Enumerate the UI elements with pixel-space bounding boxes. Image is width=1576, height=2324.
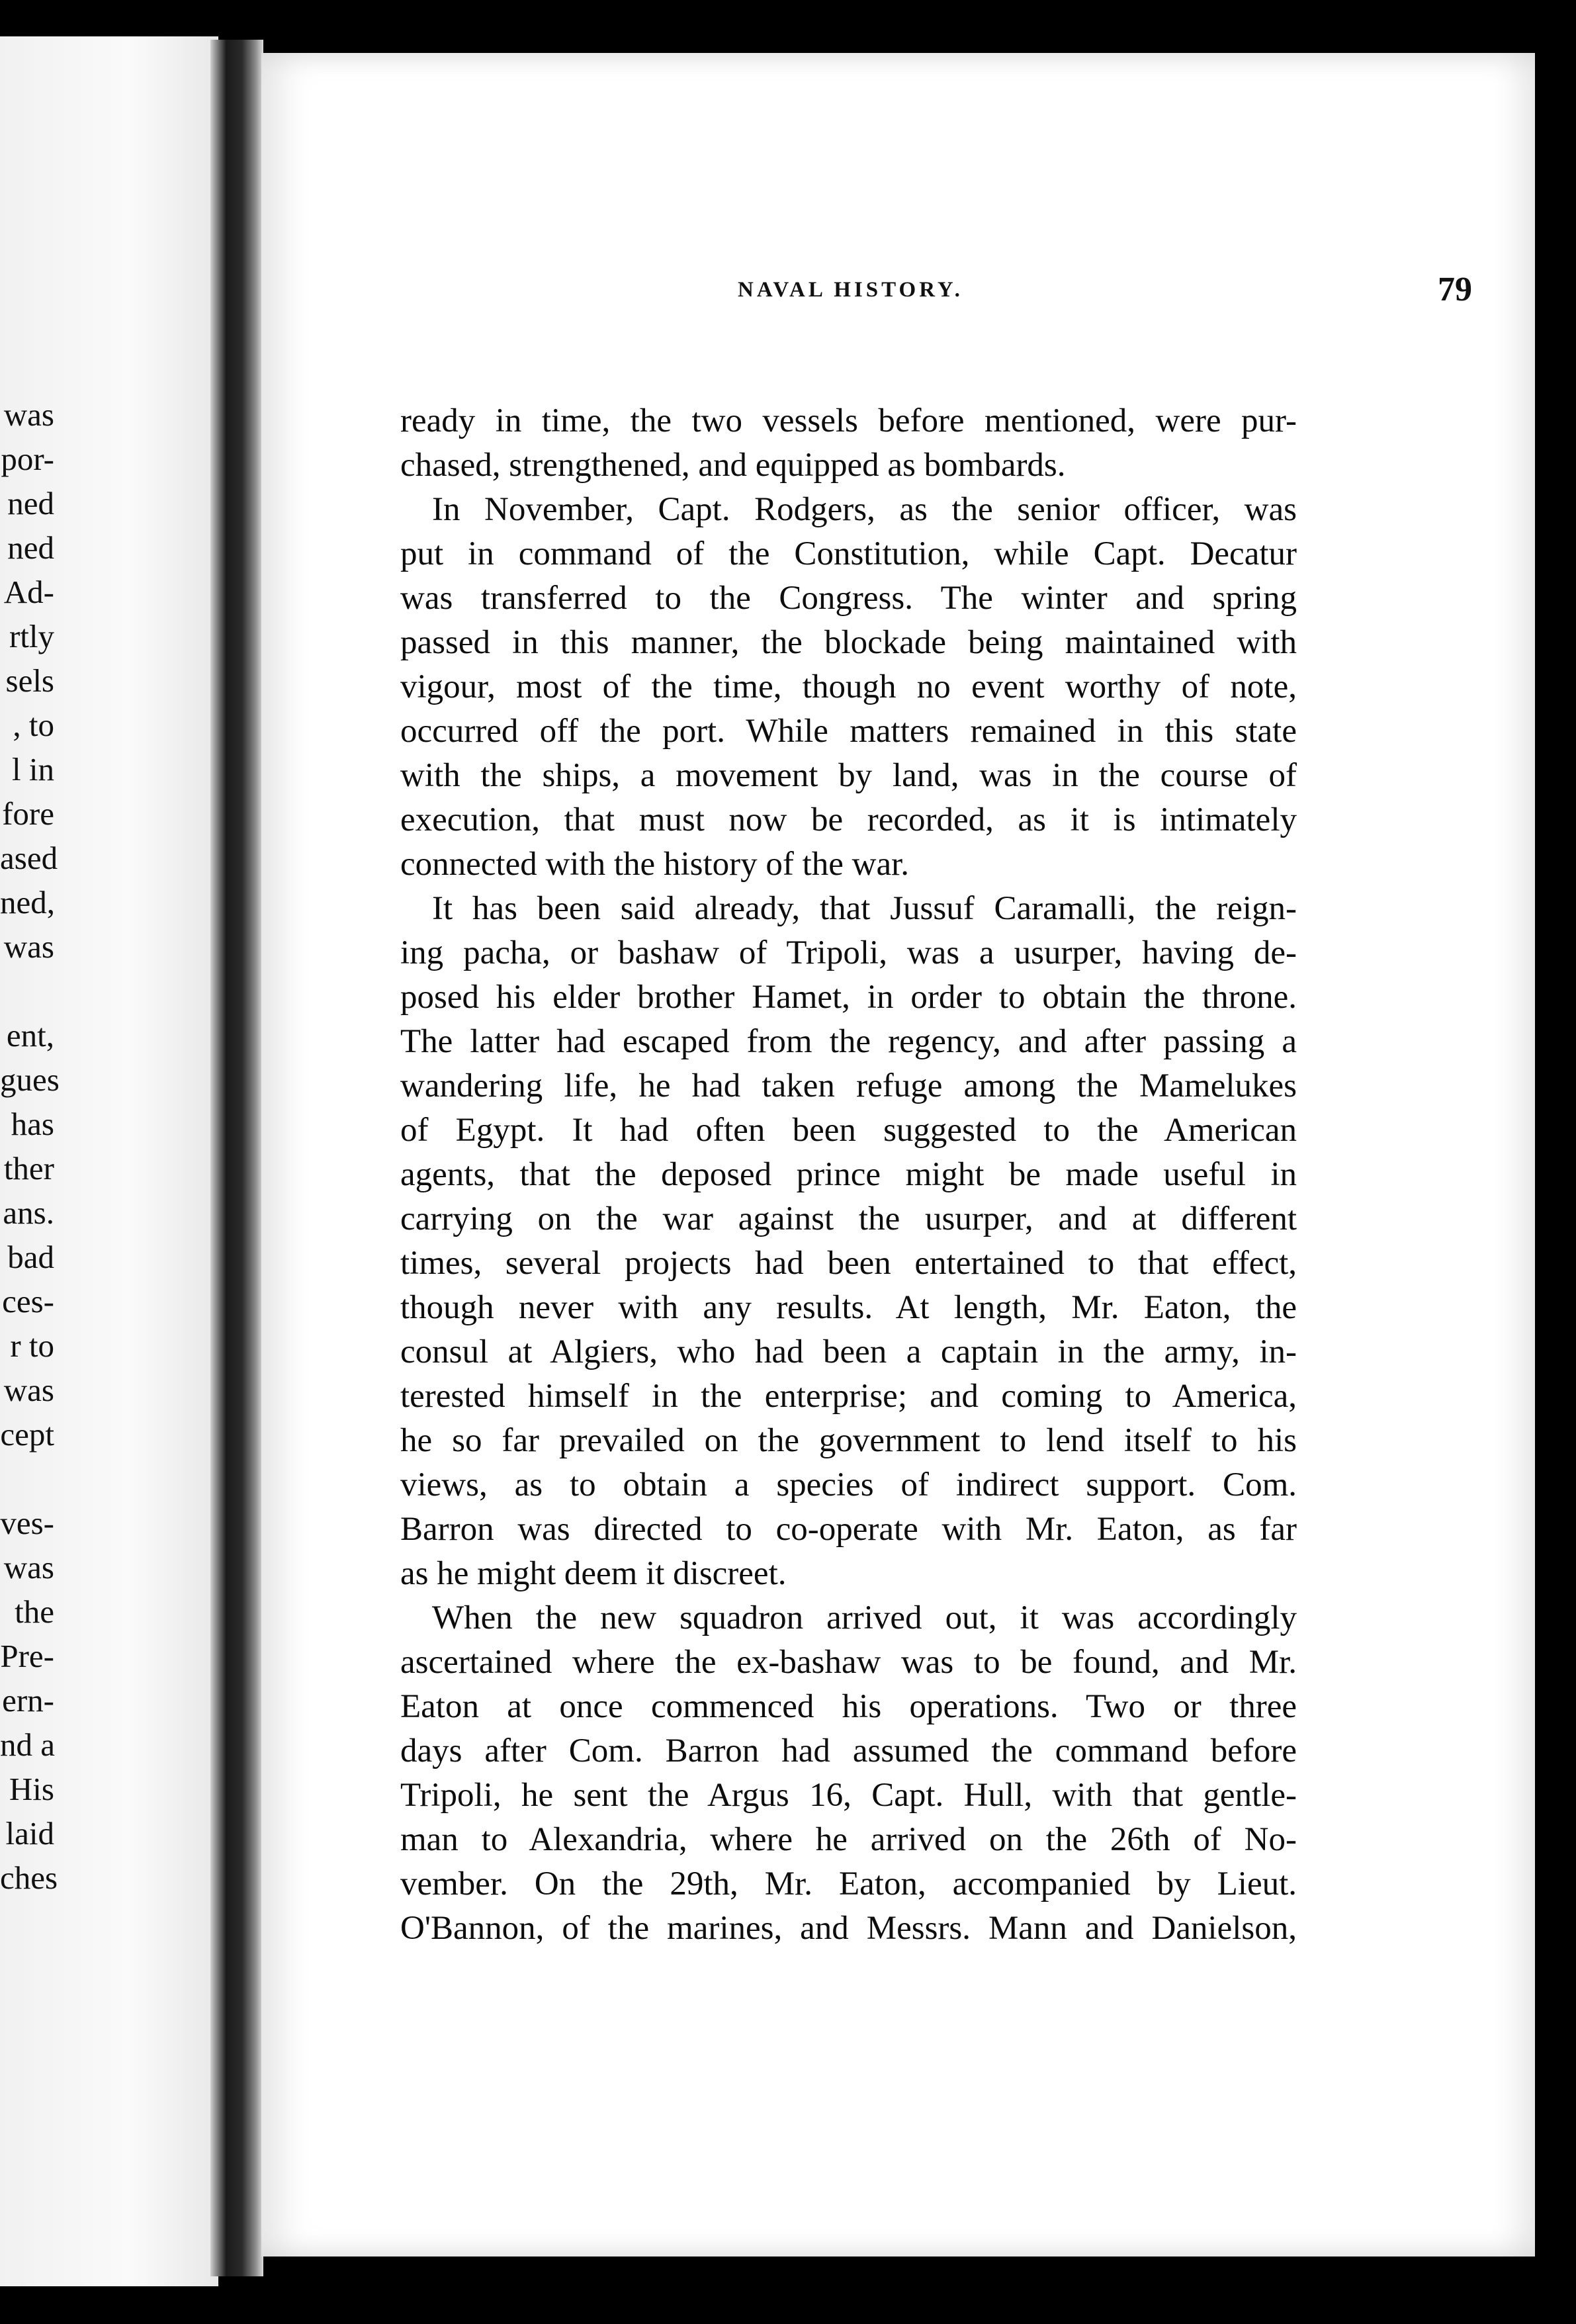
left-fragment: por- [1,441,54,477]
text-line: vigour, most of the time, though no event worthy of note, [400,668,1297,705]
body-text [400,399,1297,1951]
left-fragment: ves- [0,1505,54,1541]
left-fragment: ned, [0,884,55,920]
text-line: times, several projects had been entertained to that effect, [400,1245,1297,1282]
text-line: with the ships, a movement by land, was in the course of [400,757,1297,794]
left-fragment: Pre- [0,1638,54,1674]
left-fragment: was [3,1372,54,1408]
text-line: was transferred to the Congress. The winter and spring [400,580,1297,617]
text-line: days after Com. Barron had assumed the command before [400,1732,1297,1769]
left-fragment [0,1456,54,1501]
left-fragment: l in [12,751,54,787]
previous-page-edge [0,36,218,2286]
left-fragment: ces- [2,1283,54,1319]
text-line: Barron was directed to co-operate with Mr. Eaton, as far [400,1511,1297,1548]
text-line: posed his elder brother Hamet, in order to obtain the throne. [400,979,1297,1016]
left-fragment: , to [13,707,54,743]
left-fragment: ern- [2,1682,54,1719]
text-line: wandering life, he had taken refuge among the Mamelukes [400,1067,1297,1104]
left-fragment: has [11,1106,54,1142]
left-fragment: bad [7,1239,54,1275]
left-fragment: was [3,928,54,965]
text-line: connected with the history of the war. [400,846,910,883]
text-line: though never with any results. At length, Mr. Eaton, the [400,1289,1297,1326]
text-line: consul at Algiers, who had been a captain in the army, in- [400,1333,1297,1370]
text-line: Eaton at once commenced his operations. Two or three [400,1688,1297,1725]
text-line: ready in time, the two vessels before mentioned, were pur- [400,402,1297,439]
text-line: ing pacha, or bashaw of Tripoli, was a usurper, having de- [400,934,1297,971]
left-fragment: Ad- [3,574,54,610]
paragraph-start-line: When the new squadron arrived out, it was accordingly [432,1599,1297,1636]
text-line: put in command of the Constitution, while Capt. Decatur [400,535,1297,572]
running-title: NAVAL HISTORY. [738,278,963,302]
text-line: views, as to obtain a species of indirect support. Com. [400,1466,1297,1503]
book-page [261,53,1535,2257]
left-fragment: r to [10,1327,54,1364]
left-fragment: ned [7,485,54,521]
left-fragment: sels [5,662,54,699]
left-fragment: ther [3,1150,54,1186]
text-line: man to Alexandria, where he arrived on the 26th of No- [400,1821,1297,1858]
running-head [261,271,1535,318]
left-fragment: fore [2,795,54,832]
book-gutter [210,40,263,2276]
text-line: Tripoli, he sent the Argus 16, Capt. Hull, with that gentle- [400,1777,1297,1814]
left-fragment: ased [0,840,58,876]
paragraph-start-line: In November, Capt. Rodgers, as the senior officer, was [432,491,1297,528]
text-line: vember. On the 29th, Mr. Eaton, accompanied by Lieut. [400,1865,1297,1902]
left-fragment: rtly [9,618,54,654]
text-line: passed in this manner, the blockade being maintained with [400,624,1297,661]
text-line: execution, that must now be recorded, as it is intimately [400,801,1297,838]
text-line: as he might deem it discreet. [400,1555,787,1592]
left-fragment: ans. [3,1194,54,1231]
left-fragment: gues [0,1061,60,1098]
left-fragment: His [9,1771,54,1807]
left-fragment: nd a [0,1726,55,1763]
text-line: he so far prevailed on the government to lend itself to his [400,1422,1297,1459]
left-fragment: cept [0,1416,54,1452]
text-line: The latter had escaped from the regency, and after passing a [400,1023,1297,1060]
text-line: of Egypt. It had often been suggested to the American [400,1112,1297,1149]
left-fragment: the [15,1593,54,1630]
left-fragment: ches [0,1859,58,1896]
left-fragment: was [3,1549,54,1586]
text-line: carrying on the war against the usurper, and at different [400,1200,1297,1237]
left-fragment: ent, [6,1017,54,1053]
paragraph-start-line: It has been said already, that Jussuf Caramalli, the reign- [432,890,1297,927]
page-number: 79 [1438,271,1472,308]
left-fragment [0,969,54,1013]
previous-page-line-fragments [0,392,60,1900]
text-line: O'Bannon, of the marines, and Messrs. Mann and Danielson, [400,1910,1297,1947]
text-line: chased, strengthened, and equipped as bombards. [400,447,1066,484]
left-fragment: ned [7,529,54,566]
text-line: agents, that the deposed prince might be made useful in [400,1156,1297,1193]
left-fragment: was [3,396,54,433]
text-line: terested himself in the enterprise; and coming to America, [400,1378,1297,1415]
left-fragment: laid [5,1815,54,1852]
text-line: occurred off the port. While matters remained in this state [400,713,1297,750]
text-line: ascertained where the ex-bashaw was to be found, and Mr. [400,1644,1297,1681]
